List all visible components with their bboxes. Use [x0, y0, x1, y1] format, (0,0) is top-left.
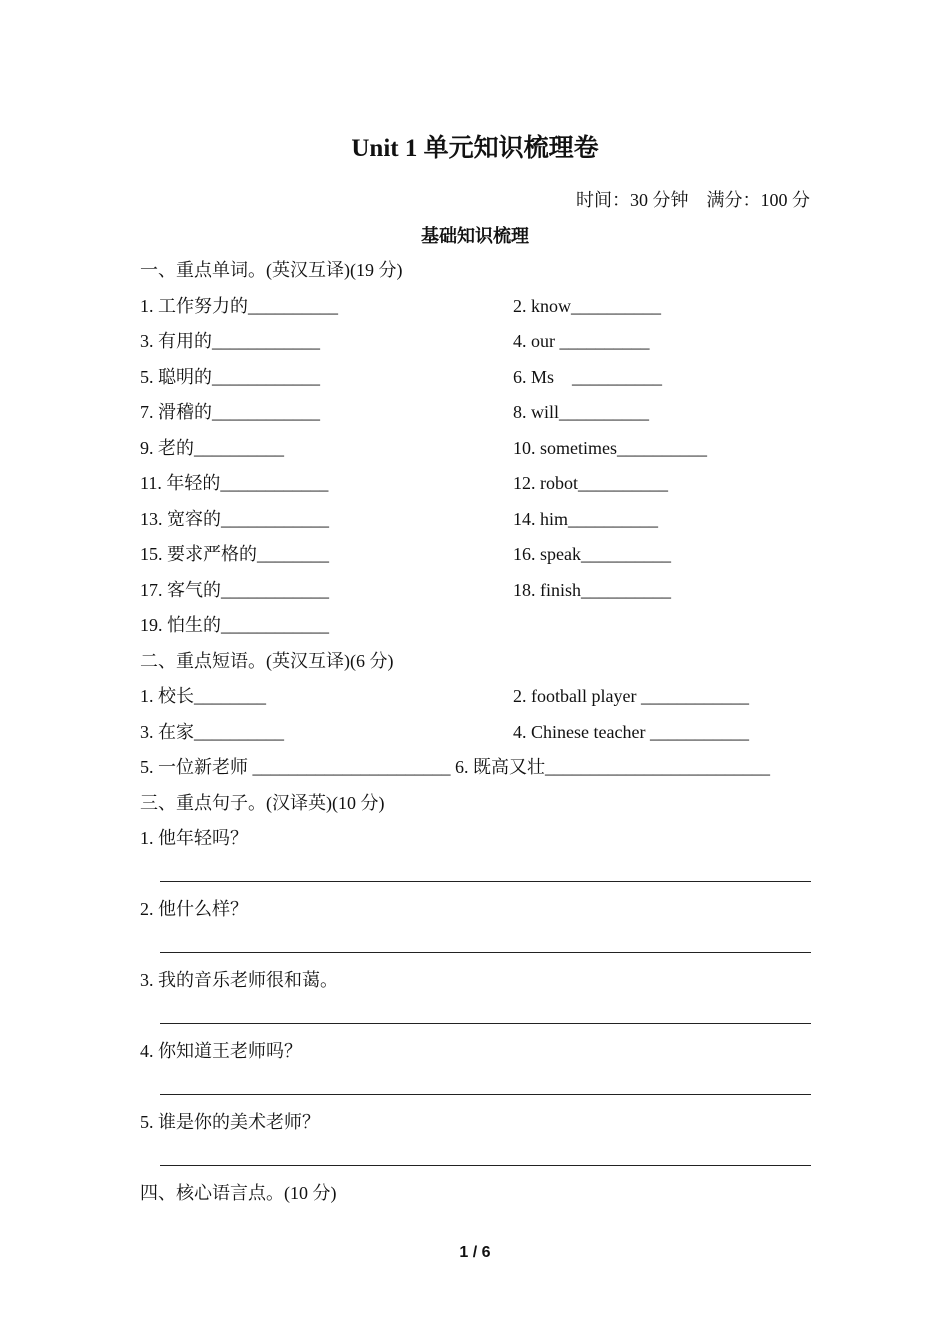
word-item: 17. 客气的____________	[140, 580, 329, 600]
word-item: 10. sometimes__________	[513, 438, 707, 458]
word-item: 19. 怕生的____________	[140, 615, 329, 635]
word-item: 13. 宽容的____________	[140, 509, 329, 529]
word-item: 11. 年轻的____________	[140, 473, 329, 493]
word-item: 5. 聪明的____________	[140, 367, 320, 387]
answer-line	[160, 1165, 811, 1166]
word-item: 8. will__________	[513, 402, 650, 422]
word-item: 3. 有用的____________	[140, 331, 320, 351]
word-item: 1. 工作努力的__________	[140, 296, 338, 316]
answer-line	[160, 1094, 811, 1095]
word-item: 6. Ms __________	[513, 367, 663, 387]
part4-heading: 四、核心语言点。(10 分)	[140, 1183, 337, 1203]
part1-heading: 一、重点单词。(英汉互译)(19 分)	[140, 260, 403, 280]
phrase-item: 2. football player ____________	[513, 686, 749, 706]
word-item: 7. 滑稽的____________	[140, 402, 320, 422]
phrase-item: 1. 校长________	[140, 686, 266, 706]
phrase-item: 3. 在家__________	[140, 722, 284, 742]
page-number: 1 / 6	[459, 1244, 491, 1261]
sentence-item: 3. 我的音乐老师很和蔼。	[140, 970, 338, 990]
page-title: Unit 1 单元知识梳理卷	[351, 135, 599, 162]
word-item: 14. him__________	[513, 509, 659, 529]
word-item: 15. 要求严格的________	[140, 544, 329, 564]
word-item: 9. 老的__________	[140, 438, 284, 458]
section-title: 基础知识梳理	[421, 226, 529, 246]
word-item: 12. robot__________	[513, 473, 668, 493]
word-item: 2. know__________	[513, 296, 661, 316]
answer-line	[160, 1023, 811, 1024]
word-item: 18. finish__________	[513, 580, 672, 600]
word-item: 4. our __________	[513, 331, 650, 351]
part3-heading: 三、重点句子。(汉译英)(10 分)	[140, 793, 385, 813]
sentence-item: 2. 他什么样？	[140, 899, 248, 919]
phrase-item: 4. Chinese teacher ___________	[513, 722, 749, 742]
sentence-item: 5. 谁是你的美术老师？	[140, 1112, 320, 1132]
time-score-info: 时间：30 分钟 满分：100 分	[576, 190, 810, 210]
sentence-item: 1. 他年轻吗？	[140, 828, 248, 848]
word-item: 16. speak__________	[513, 544, 671, 564]
sentence-item: 4. 你知道王老师吗？	[140, 1041, 302, 1061]
answer-line	[160, 952, 811, 953]
part2-heading: 二、重点短语。(英汉互译)(6 分)	[140, 651, 394, 671]
phrase-item: 5. 一位新老师 ______________________ 6. 既高又壮_________________________	[140, 757, 770, 777]
answer-line	[160, 881, 811, 882]
